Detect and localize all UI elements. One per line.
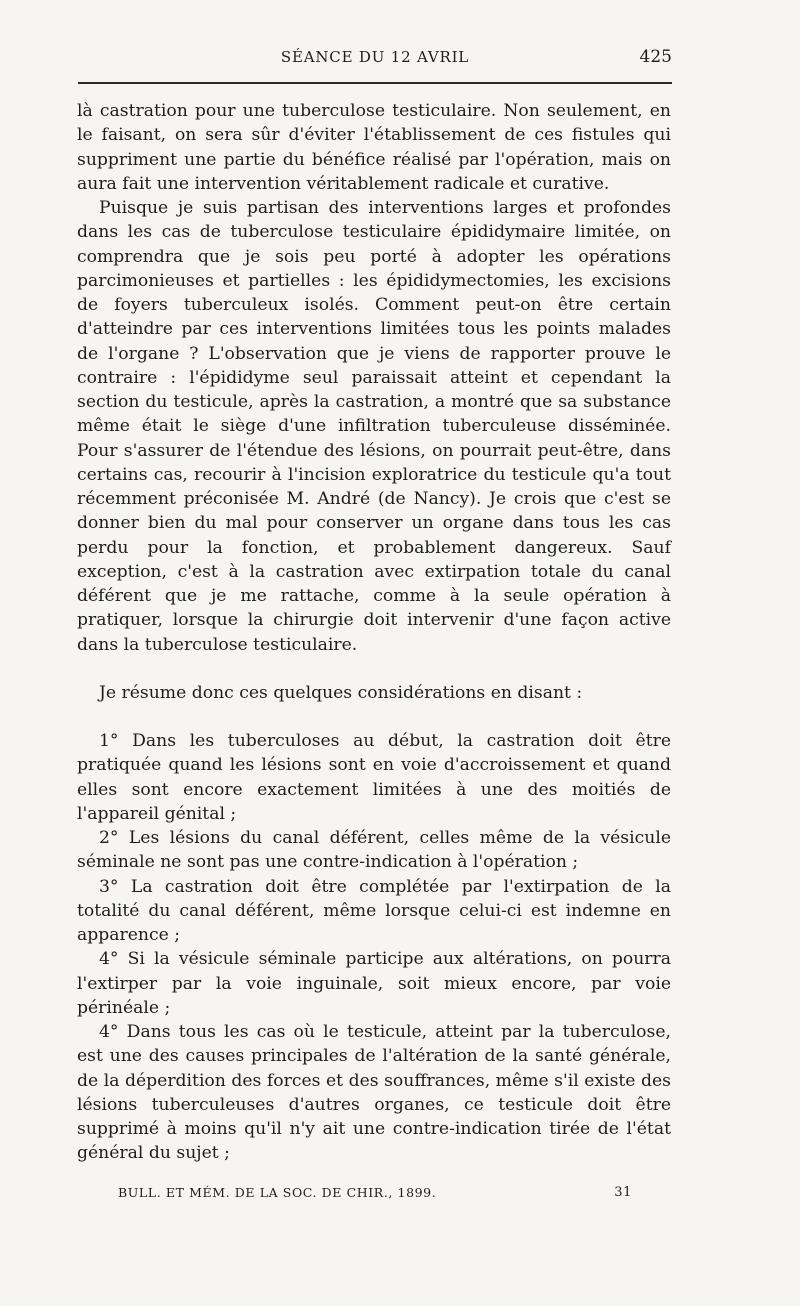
paragraph-summary-intro: Je résume donc ces quelques considérations en disant :	[99, 682, 583, 703]
running-head	[78, 44, 672, 72]
conclusion-item: 4° Si la vésicule séminale participe aux altérations, on pourra l'extirper par la voie inguinale, soit mieux encore, par voie périnéale ;	[77, 949, 671, 1018]
conclusions-list	[77, 729, 671, 1166]
page-number: 425	[639, 47, 672, 67]
conclusion-item: 4° Dans tous les cas où le testicule, atteint par la tuberculose, est une des causes principales de l'altération de la santé générale, de la déperdition des forces et des souffrances, même s'il existe des lésions tuberculeuses d'autres organes, ce testicule doit être supprimé à moins qu'il n'y ait une contre-indication tirée de l'état général du sujet ;	[77, 1022, 671, 1164]
conclusion-item: 3° La castration doit être complétée par l'extirpation de la totalité du canal déférent, même lorsque celui-ci est indemne en apparence ;	[77, 876, 671, 945]
journal-citation: BULL. ET MÉM. DE LA SOC. DE CHIR., 1899.	[118, 1185, 437, 1200]
running-title: SÉANCE DU 12 AVRIL	[280, 48, 470, 66]
body-text	[77, 99, 671, 1166]
conclusion-item: 2° Les lésions du canal déférent, celles même de la vésicule séminale ne sont pas une contre-indication à l'opération ;	[77, 828, 671, 873]
paragraph-discussion: Puisque je suis partisan des interventions larges et profondes dans les cas de tuberculose testiculaire épididymaire limitée, on comprendra que je sois peu porté à adopter les opérations parcimonieuses et partielles : les épididymectomies, les excisions de foyers tuberculeux isolés. Comment peut-on être certain d'atteindre par ces interventions limitées tous les points malades de l'organe ? L'observation que je viens de rapporter prouve le contraire : l'épididyme seul paraissait atteint et cependant la section du testicule, après la castration, a montré que sa substance même était le siège d'une infiltration tuberculeuse disséminée. Pour s'assurer de l'étendue des lésions, on pourrait peut-être, dans certains cas, recourir à l'incision exploratrice du testicule qu'a tout récemment préconisée M. André (de Nancy). Je crois que c'est se donner bien du mal pour conserver un organe dans tous les cas perdu pour la fonction, et probablement dangereux. Sauf exception, c'est à la castration avec extirpation totale du canal déférent que je me rattache, comme à la seule opération à pratiquer, lorsque la chirurgie doit intervenir d'une façon active dans la tuberculose testiculaire.	[77, 198, 671, 655]
page-footer	[118, 1185, 632, 1205]
conclusion-item: 1° Dans les tuberculoses au début, la castration doit être pratiquée quand les lésions sont en voie d'accroissement et quand elles sont encore exactement limitées à une des moitiés de l'appareil génital ;	[77, 731, 671, 824]
header-rule	[78, 82, 672, 84]
signature-number: 31	[614, 1185, 632, 1200]
paragraph-continuation: là castration pour une tuberculose testiculaire. Non seulement, en le faisant, on sera sûr d'éviter l'établissement de ces fistules qui suppriment une partie du bénéfice réalisé par l'opération, mais on aura fait une intervention véritablement radicale et curative.	[77, 101, 671, 194]
